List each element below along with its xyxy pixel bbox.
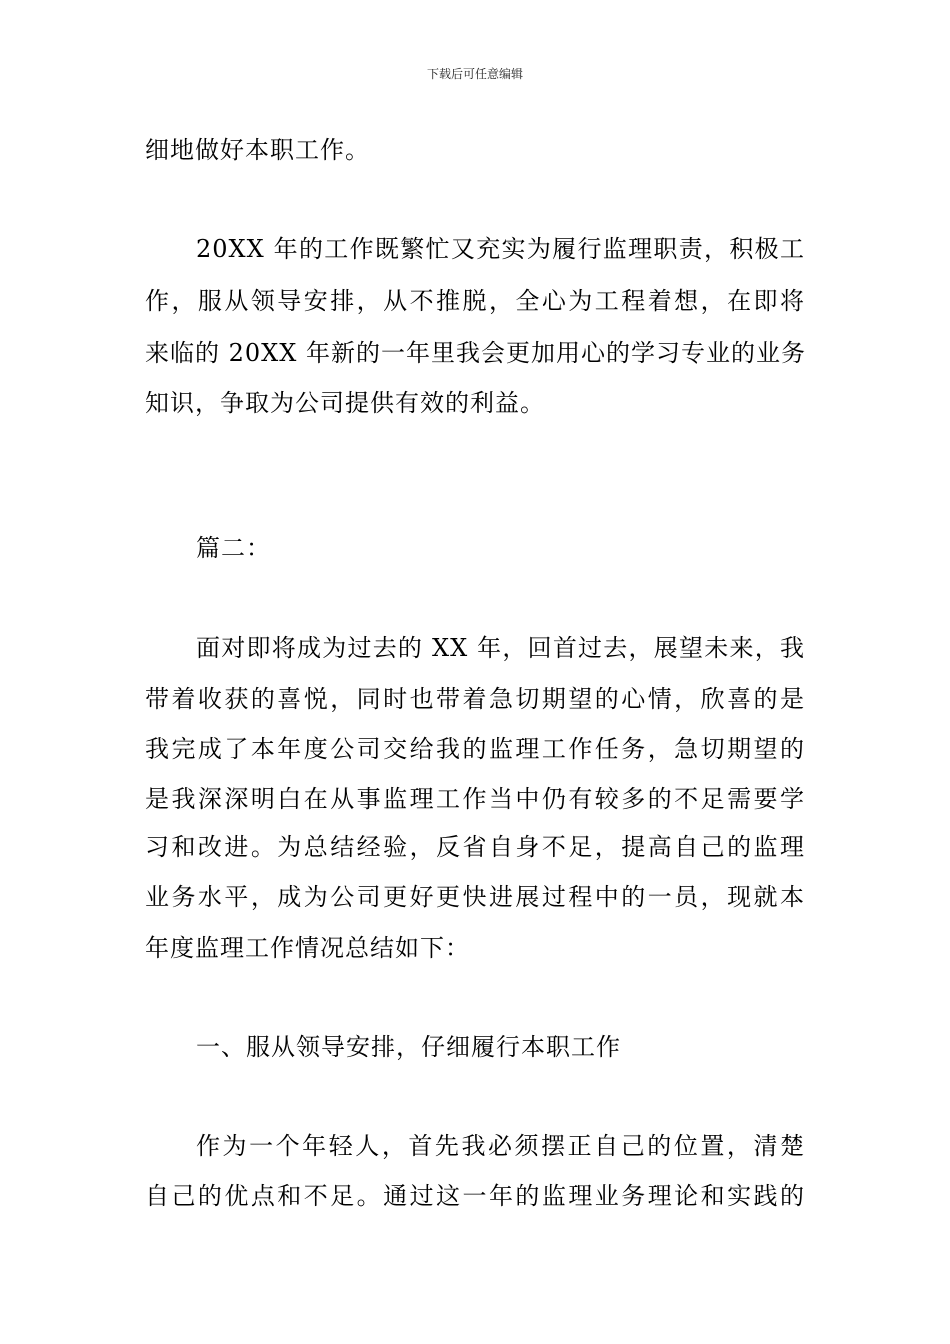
paragraph-line: 知识，争取为公司提供有效的利益。 [145, 389, 545, 417]
paragraph-line: 自己的优点和不足。通过这一年的监理业务理论和实践的 [145, 1182, 805, 1210]
paragraph-line: 带着收获的喜悦，同时也带着急切期望的心情，欣喜的是 [145, 685, 805, 713]
paragraph-line: 20XX 年的工作既繁忙又充实为履行监理职责，积极工 [196, 235, 805, 263]
page-header-note: 下载后可任意编辑 [426, 67, 523, 81]
paragraph-line: 作，服从领导安排，从不推脱，全心为工程着想，在即将 [145, 287, 805, 315]
paragraph-line: 是我深深明白在从事监理工作当中仍有较多的不足需要学 [145, 785, 805, 813]
paragraph-line: 细地做好本职工作。 [145, 136, 370, 164]
paragraph-line: 来临的 20XX 年新的一年里我会更加用心的学习专业的业务 [145, 339, 806, 367]
paragraph-line: 作为一个年轻人，首先我必须摆正自己的位置，清楚 [196, 1132, 805, 1160]
paragraph-line: 面对即将成为过去的 XX 年，回首过去，展望未来，我 [196, 634, 805, 662]
paragraph-line: 业务水平，成为公司更好更快进展过程中的一员，现就本 [145, 883, 805, 911]
paragraph-line: 年度监理工作情况总结如下： [145, 934, 470, 962]
paragraph-line: 习和改进。为总结经验，反省自身不足，提高自己的监理 [145, 833, 805, 861]
section-heading: 篇二： [196, 534, 271, 562]
section-heading: 一、服从领导安排，仔细履行本职工作 [196, 1033, 621, 1061]
paragraph-line: 我完成了本年度公司交给我的监理工作任务，急切期望的 [145, 735, 805, 763]
